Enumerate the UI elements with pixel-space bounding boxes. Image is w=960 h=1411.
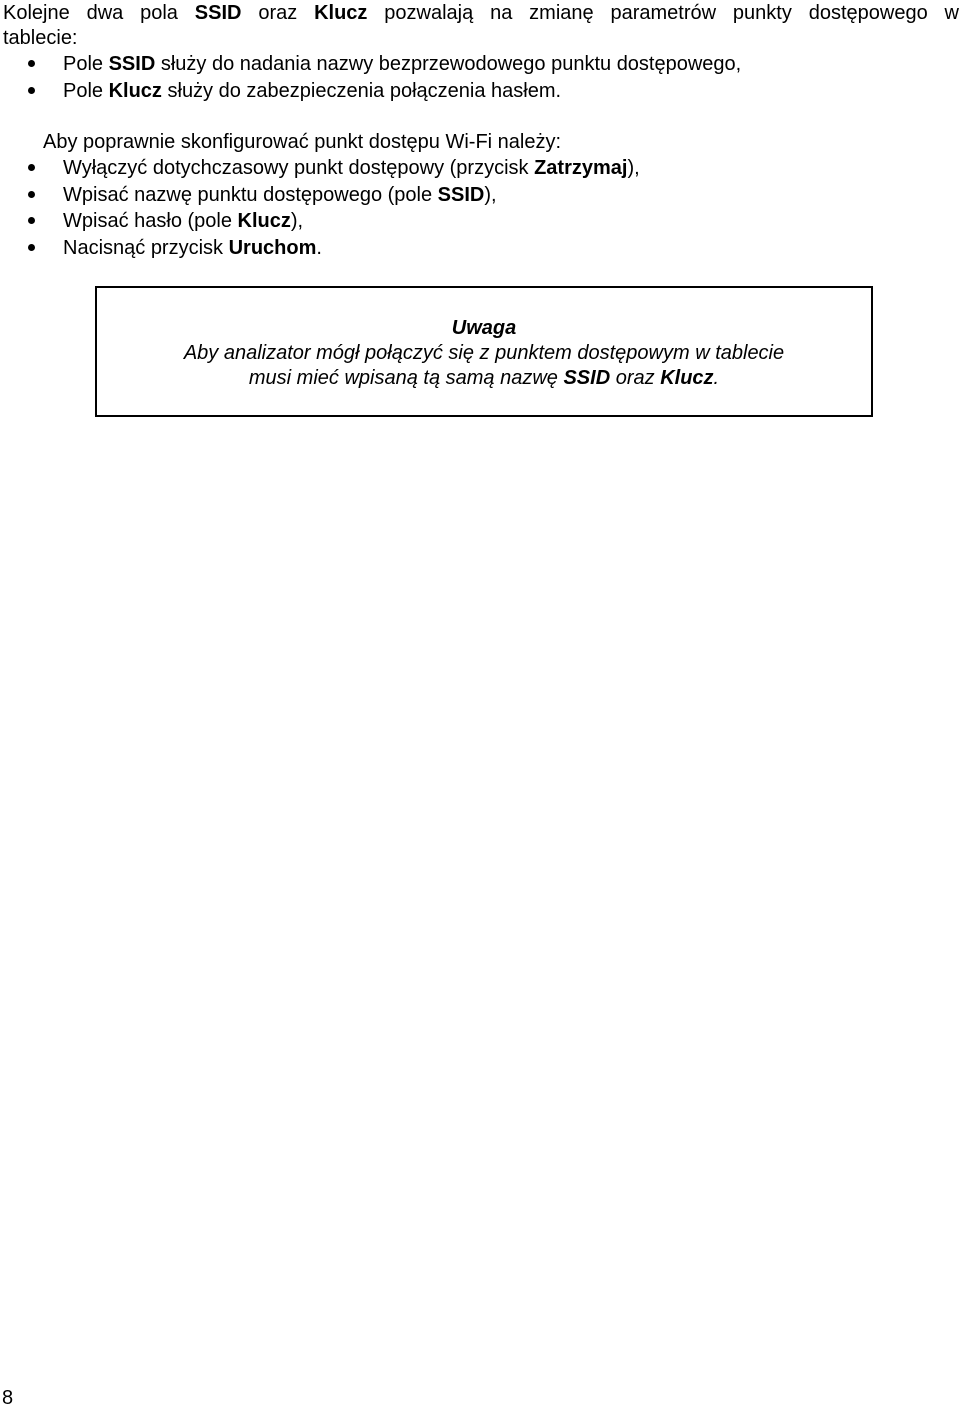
bullet-icon	[28, 60, 35, 67]
intro-line-1: Kolejne dwa pola SSID oraz Klucz pozwalają na zmianę parametrów punkty dostępowego w	[3, 2, 959, 24]
bullet-icon	[28, 217, 35, 224]
intro-line-2: tablecie:	[3, 27, 78, 49]
bullet-icon	[28, 244, 35, 251]
steps-intro: Aby poprawnie skonfigurować punkt dostępu Wi-Fi należy:	[43, 131, 562, 153]
note-line-2: musi mieć wpisaną tą samą nazwę SSID oraz Klucz.	[248, 367, 720, 389]
note-line-1: Aby analizator mógł połączyć się z punktem dostępowym w tablecie	[183, 342, 785, 364]
page-number: 8	[2, 1387, 14, 1409]
bullet-icon	[28, 164, 35, 171]
bullet-icon	[28, 191, 35, 198]
note-title: Uwaga	[451, 317, 517, 339]
klucz-term: Klucz	[314, 2, 368, 24]
bullet-icon	[28, 87, 35, 94]
ssid-term: SSID	[194, 2, 242, 24]
note-box	[95, 286, 873, 417]
